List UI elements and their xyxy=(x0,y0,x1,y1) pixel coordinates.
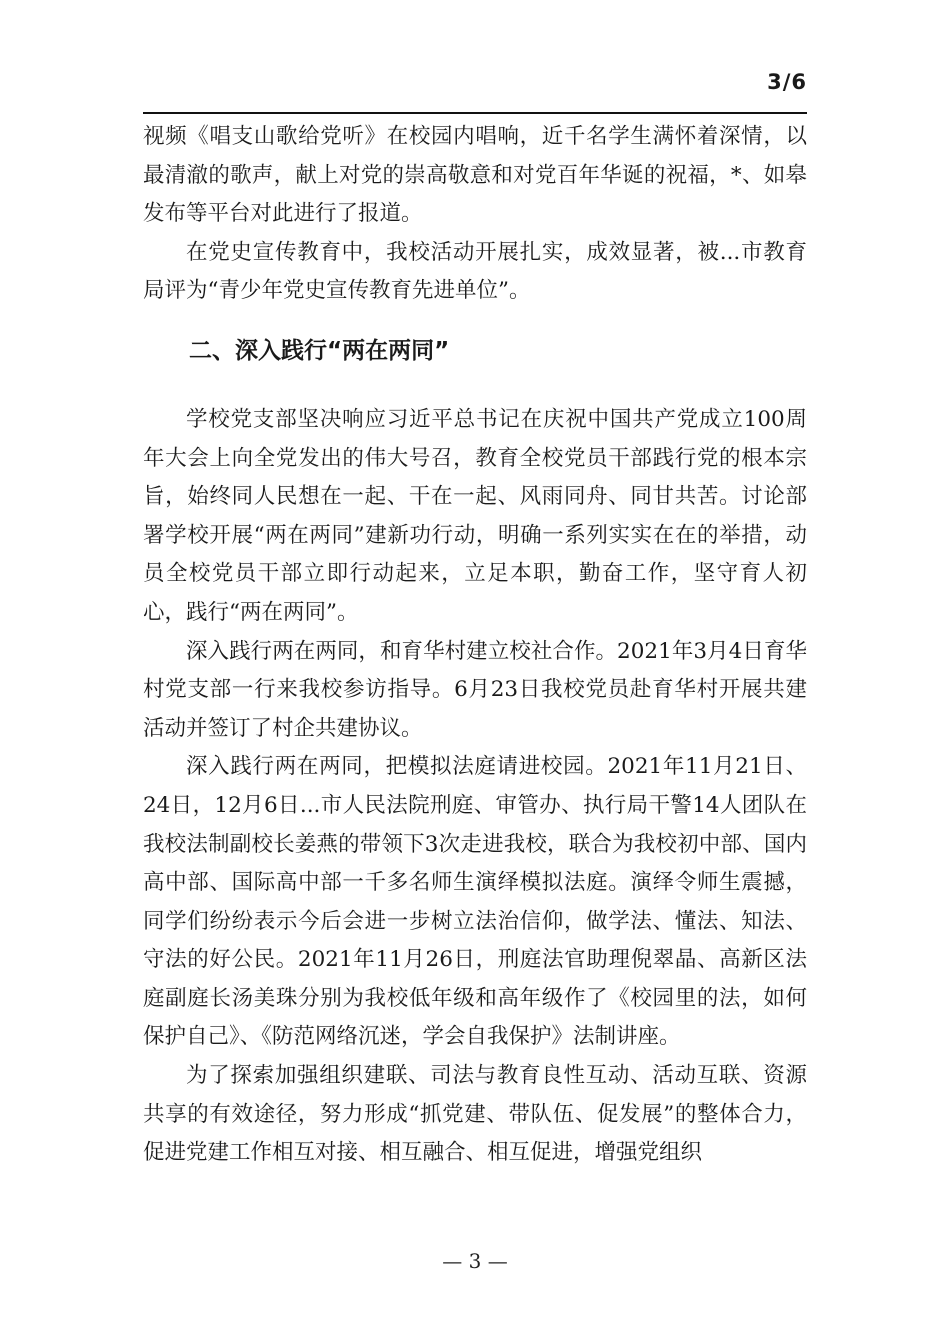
section-heading: 二、深入践行“两在两同” xyxy=(189,337,450,364)
paragraph: 深入践行两在两同，和育华村建立校社合作。2021年3月4日育华村党支部一行来我校参访指导。6月23日我校党员赴育华村开展共建活动并签订了村企共建协议。 xyxy=(143,638,807,741)
paragraph: 为了探索加强组织建联、司法与教育良性互动、活动互联、资源共享的有效途径，努力形成“抓党建、带队伍、促发展”的整体合力，促进党建工作相互对接、相互融合、相互促进，增强党组织 xyxy=(143,1063,807,1166)
paragraph: 学校党支部坚决响应习近平总书记在庆祝中国共产党成立100周年大会上向全党发出的伟大号召，教育全校党员干部践行党的根本宗旨，始终同人民想在一起、干在一起、风雨同舟、同甘共苦。讨论部署学校开展“两在两同”建新功行动，明确一系列实实在在的举措，动员全校党员干部立即行动起来，立足本职，勤奋工作，坚守育人初心，践行“两在两同”。 xyxy=(143,406,807,625)
document-body xyxy=(143,118,807,1173)
paragraph-continued: 视频《唱支山歌给党听》在校园内唱响，近千名学生满怀着深情，以最清澈的歌声，献上对党的崇高敬意和对党百年华诞的祝福，*、如皋发布等平台对此进行了报道。 xyxy=(143,124,807,227)
paragraph: 深入践行两在两同，把模拟法庭请进校园。2021年11月21日、24日，12月6日...市人民法院刑庭、审管办、执行局干警14人团队在我校法制副校长姜燕的带领下3次走进我校，联合为我校初中部、国内高中部、国际高中部一千多名师生演绎模拟法庭。演绎令师生震撼，同学们纷纷表示今后会进一步树立法治信仰，做学法、懂法、知法、守法的好公民。2021年11月26日，刑庭法官助理倪翠晶、高新区法庭副庭长汤美珠分别为我校低年级和高年级作了《校园里的法，如何保护自己》、《防范网络沉迷，学会自我保护》法制讲座。 xyxy=(143,754,807,1050)
page-footer-number: — 3 — xyxy=(442,1249,508,1273)
page-header xyxy=(143,60,807,114)
header-rule xyxy=(143,112,807,114)
page-indicator: 3/6 xyxy=(767,70,807,94)
paragraph: 在党史宣传教育中，我校活动开展扎实，成效显著，被...市教育局评为“青少年党史宣传教育先进单位”。 xyxy=(143,239,807,304)
